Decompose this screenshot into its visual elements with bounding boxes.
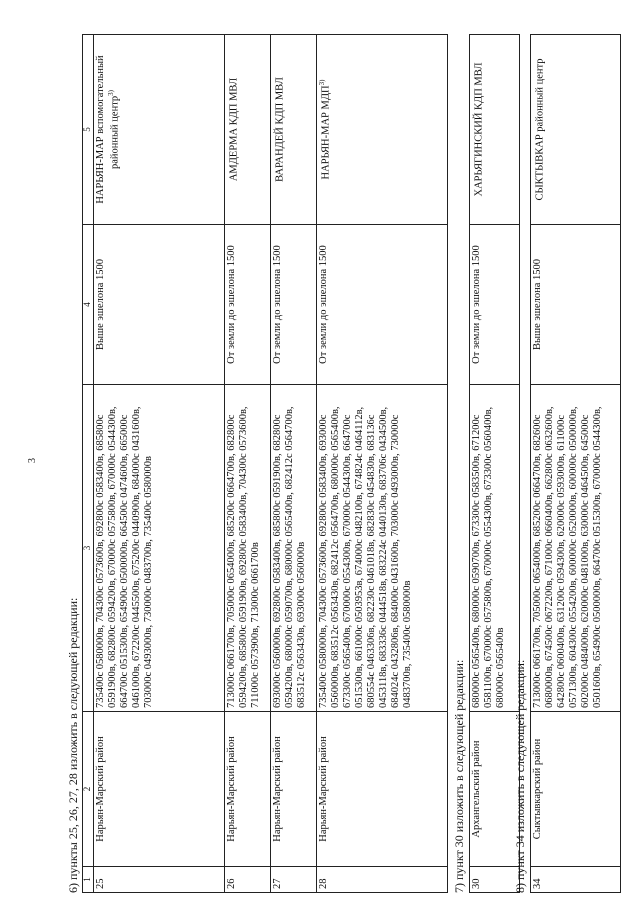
- header-col-1: 1: [83, 867, 94, 893]
- item6-lead: 6) пункты 25, 26, 27, 28 изложить в следующей редакции:: [66, 597, 80, 893]
- row-number: 30: [470, 867, 520, 893]
- row-number: 34: [531, 867, 621, 893]
- coordinates-cell: 713000с 0661700в, 705000с 0654000в, 685200с 0664700в, 682600с 0680000в, 674500с 0672200в, 671000с 0660400в, 662800с 0632600в, 642800с 0600400в, 631200с 0594300в, 620000с 0593000в, 611000с 0571300в, 604300с 0554200в, 600000с 0520000в, 600000с 0500000в, 602000с 0484000в, 620000с 0481000в, 630000с 0464500в, 645000с 0501600в, 654900с 0500000в, 664700с 0515300в, 670000с 0544300в,: [531, 385, 621, 712]
- control-center-name: НАРЬЯН-МАР МДП: [320, 85, 332, 180]
- item6-table: [82, 34, 448, 893]
- control-center-cell: [531, 35, 621, 225]
- control-center-cell: [93, 35, 224, 225]
- table-row: [224, 35, 270, 893]
- altitude-cell: От земли до эшелона 1500: [470, 225, 520, 385]
- table-row: [470, 35, 520, 893]
- district-cell: Сыктывкарский район: [531, 712, 621, 867]
- district-cell: Архангельский район: [470, 712, 520, 867]
- footnote-mark: 3): [317, 79, 326, 86]
- row-number: 27: [270, 867, 316, 893]
- table-row: [270, 35, 316, 893]
- control-center-name: ВАРАНДЕЙ КДП МВЛ: [274, 77, 286, 182]
- district-cell: Нарьян-Марский район: [224, 712, 270, 867]
- district-cell: Нарьян-Марский район: [270, 712, 316, 867]
- table-row: [316, 35, 447, 893]
- control-center-name: АМДЕРМА КДП МВЛ: [228, 77, 240, 182]
- control-center-name: НАРЬЯН-МАР вспомогательный районный центр: [94, 55, 121, 204]
- header-col-2: 2: [83, 712, 94, 867]
- altitude-cell: Выше эшелона 1500: [93, 225, 224, 385]
- item8-table: [530, 34, 621, 893]
- item7-lead: 7) пункт 30 изложить в следующей редакции:: [452, 659, 466, 893]
- header-col-5: 5: [83, 35, 94, 225]
- district-cell: Нарьян-Марский район: [93, 712, 224, 867]
- altitude-cell: От земли до эшелона 1500: [224, 225, 270, 385]
- row-number: 28: [316, 867, 447, 893]
- control-center-cell: [270, 35, 316, 225]
- row-number: 26: [224, 867, 270, 893]
- coordinates-cell: 735400с 0580000в, 704300с 0573600в, 692800с 0583400в, 693000с 0560000в, 683512с 0563430в, 682412с 0564700в, 680000с 0565400в, 673300с 0565400в, 670000с 0554300в, 670000с 0544300в, 664700с 0515300в, 661000с 0503953в, 674000с 0482100в, 674824с 0464112в, 680554с 0463306в, 682230с 0461018в, 682830с 0454830в, 683136с 0453118в, 683336с 0444518в, 683224с 0440130в, 683706с 0434500в, 684024с 0432806в, 684000с 0431600в, 703000с 0493000в, 730000с 0483700в, 735400с 0580000в: [316, 385, 447, 712]
- district-cell: Нарьян-Марский район: [316, 712, 447, 867]
- coordinates-cell: 693000с 0560000в, 692800с 0583400в, 685800с 0591900в, 682800с 0594200в, 680000с 0590700в, 680000с 0565400в, 682412с 0564700в, 683512с 0563430в, 693000с 0560000в: [270, 385, 316, 712]
- rotated-document-sheet: [36, 33, 604, 893]
- footnote-mark: 3): [106, 89, 115, 96]
- row-number: 25: [93, 867, 224, 893]
- control-center-cell: [316, 35, 447, 225]
- coordinates-cell: 713000с 0661700в, 705000с 0654000в, 685200с 0664700в, 682800с 0594200в, 685800с 0591900в, 692800с 0583400в, 704300с 0573600в, 711000с 0573900в, 713000с 0661700в: [224, 385, 270, 712]
- control-center-name: ХАРЬЯГИНСКИЙ КДП МВЛ: [473, 62, 485, 197]
- control-center-cell: [470, 35, 520, 225]
- table-row: [93, 35, 224, 893]
- altitude-cell: Выше эшелона 1500: [531, 225, 621, 385]
- header-col-3: 3: [83, 385, 94, 712]
- altitude-cell: От земли до эшелона 1500: [316, 225, 447, 385]
- page-number: 3: [27, 458, 38, 463]
- control-center-cell: [224, 35, 270, 225]
- header-col-4: 4: [83, 225, 94, 385]
- table-header-row: [83, 35, 94, 893]
- coordinates-cell: 735400с 0580000в, 704300с 0573600в, 692800с 0583400в, 685800с 0591900в, 682800с 0594200в, 670000с 0575800в, 670000с 0544300в, 664700с 0515300в, 654900с 0500000в, 664500с 0474600в, 665000с 0461000в, 672200с 0445500в, 675200с 0440900в, 684000с 0431600в, 703000с 0493000в, 730000с 0483700в, 735400с 0580000в: [93, 385, 224, 712]
- item8-lead: 8) пункт 34 изложить в следующей редакции:: [513, 659, 527, 893]
- coordinates-cell: 680000с 0565400в, 680000с 0590700в, 673300с 0583500в, 671200с 0581100в, 670000с 0575800в, 670000с 0554300в, 673300с 0560400в, 680000с 0565400в: [470, 385, 520, 712]
- table-row: [531, 35, 621, 893]
- altitude-cell: От земли до эшелона 1500: [270, 225, 316, 385]
- control-center-name: СЫКТЫВКАР районный центр: [534, 58, 546, 201]
